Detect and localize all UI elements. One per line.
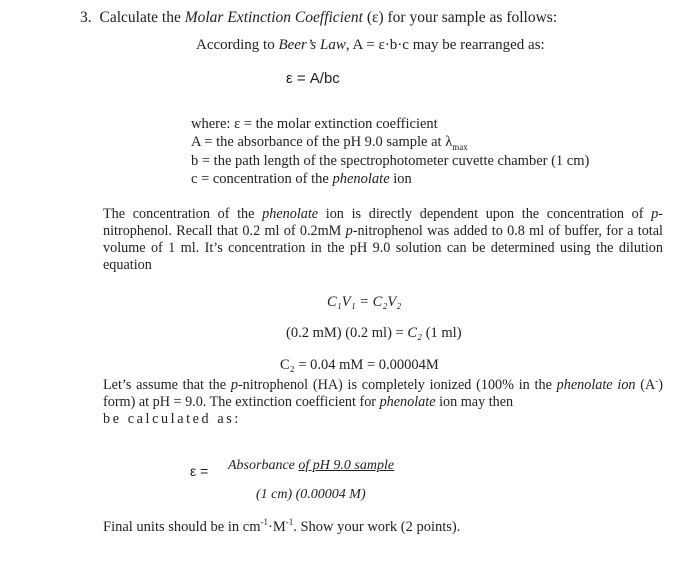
concentration-result: C₂ = 0.04 mM = 0.00004M: [280, 357, 439, 373]
final-units-note: Final units should be in $cm^{-1}\cdot M^{-1}$. Show your work (2 points).: [103, 517, 461, 535]
definition-epsilon: where: ε = the molar extinction coefficient: [191, 116, 438, 132]
ionization-paragraph: Let’s assume that the p-nitrophenol (HA) is completely ionized (100% in the phenolate ion (A-) form) at pH = 9.0. The extinction coefficient for phenolate ion may then be calculated as:: [103, 375, 663, 427]
definition-absorbance: A = the absorbance of the pH 9.0 sample at $\lambda_{max}$: [191, 134, 468, 152]
dilution-equation: C₁V₁ = C₂V₂: [327, 294, 402, 310]
concentration-paragraph: The concentration of the phenolate ion is directly dependent upon the concentration of p- nitrophenol. Recall that 0.2 ml of 0.2mM p-nitrophenol was added to 0.8 ml of buffer, for a total volume of 1 ml. It’s concentration in the pH 9.0 solution can be determined using the dilution equation: [103, 206, 663, 273]
definition-concentration: c = concentration of the phenolate ion: [191, 171, 412, 187]
fraction-denominator: (1 cm) (0.00004 M): [256, 487, 366, 502]
question-number: 3.: [80, 9, 92, 26]
spaced-text: be calculated as:: [103, 411, 241, 427]
definition-path-length: b = the path length of the spectrophotometer cuvette chamber (1 cm): [191, 153, 590, 169]
fraction-epsilon: ε =: [190, 463, 209, 479]
fraction-numerator: Absorbance of pH 9.0 sample: [228, 458, 395, 473]
beers-law-line: According to Beer’s Law, A = ε·b·c may be rearranged as:: [196, 37, 545, 53]
rearranged-formula: ε = A/bc: [286, 70, 340, 87]
substitution-equation: (0.2 mM) (0.2 ml) = C₂ (1 ml): [286, 325, 462, 341]
question-intro: Calculate the Molar Extinction Coefficient (ε) for your sample as follows:: [99, 9, 558, 26]
question-heading: [80, 9, 557, 27]
